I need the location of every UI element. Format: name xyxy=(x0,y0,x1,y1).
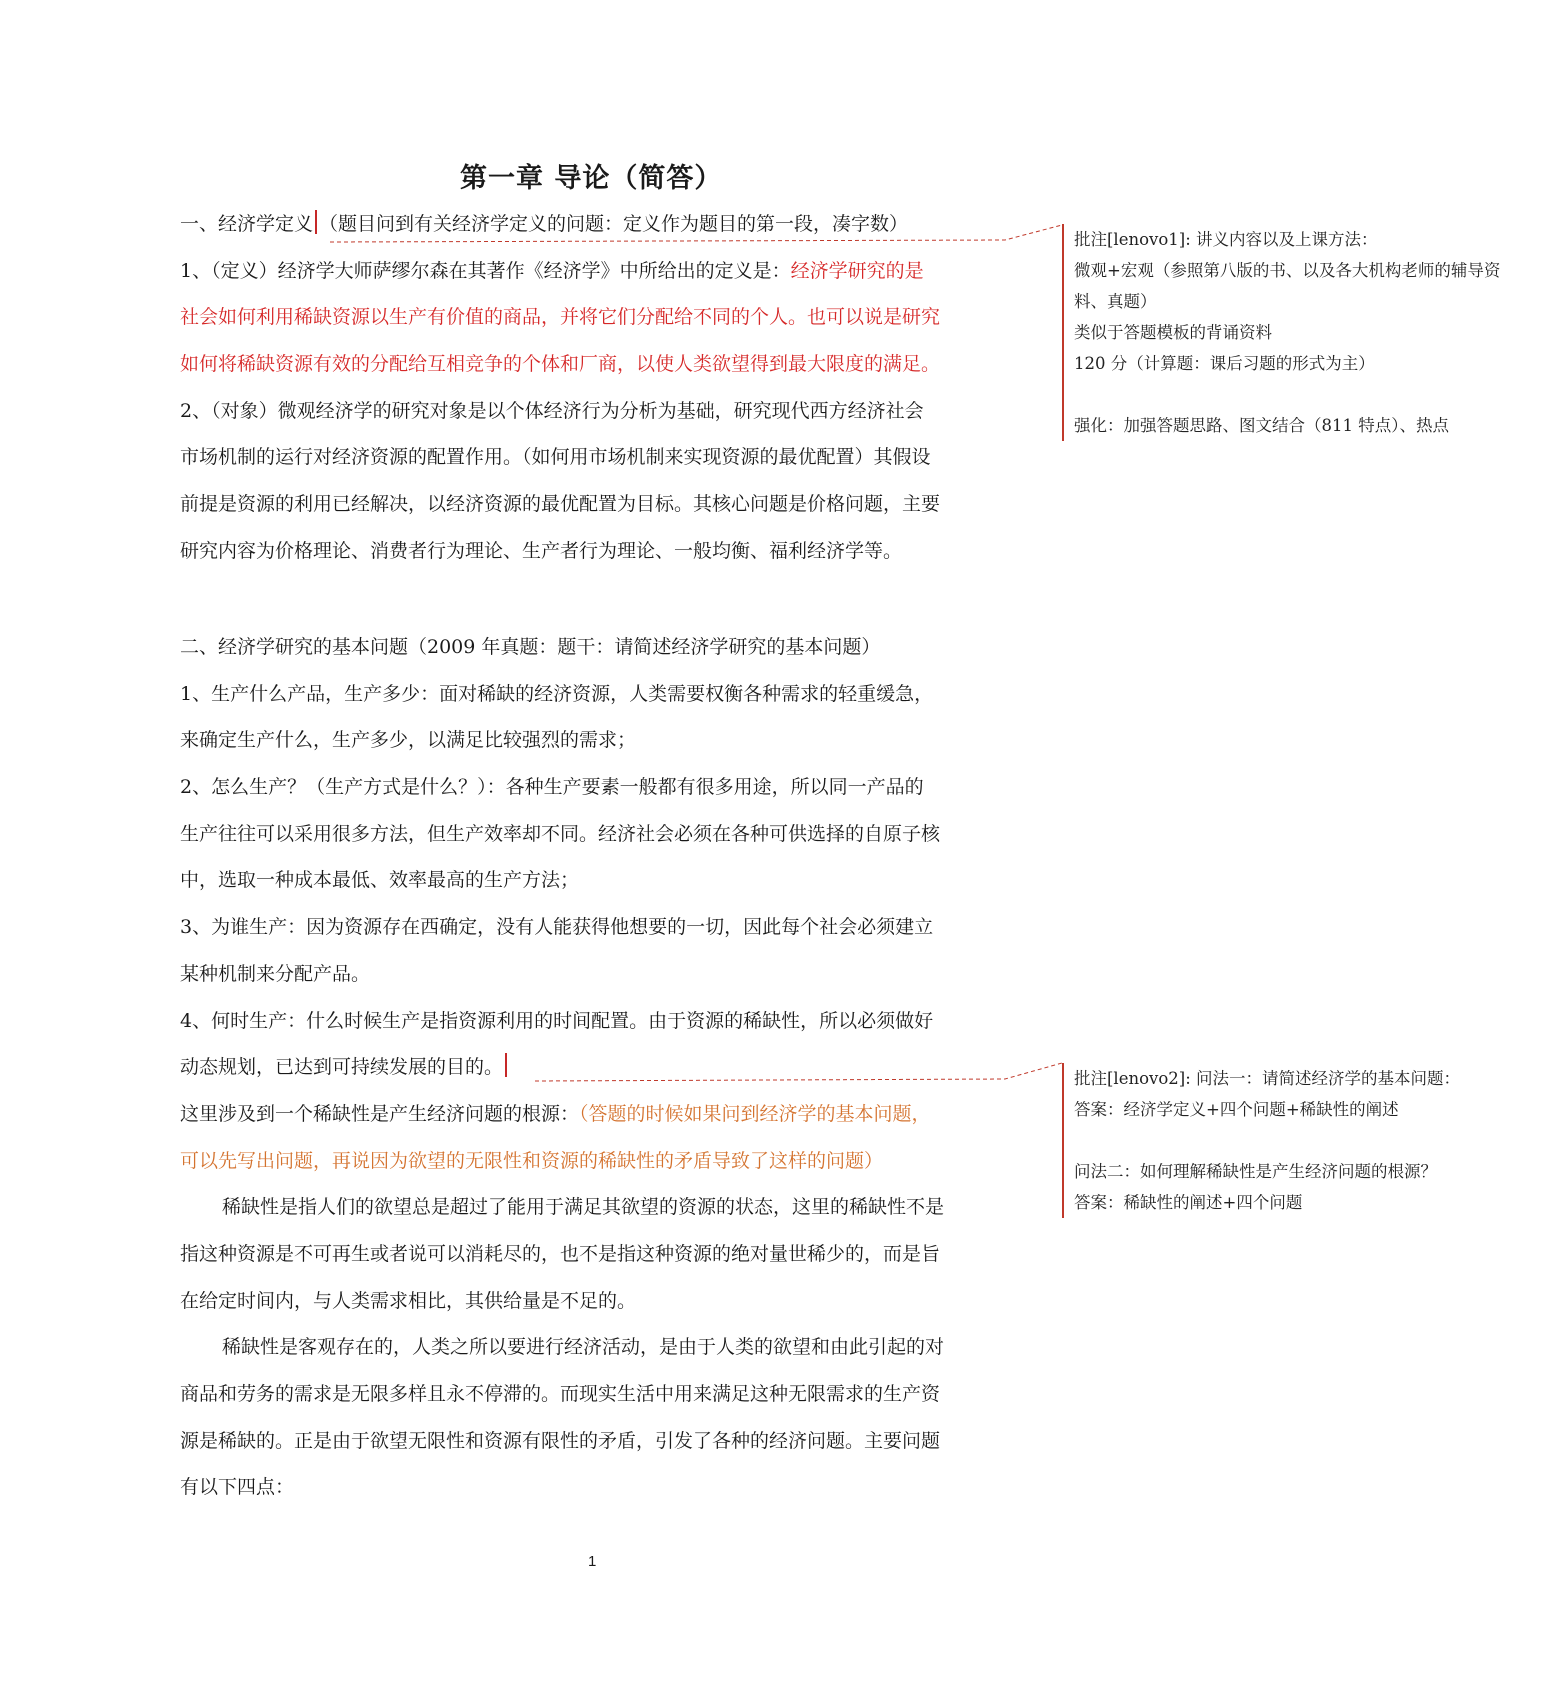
comment-line: 强化：加强答题思路、图文结合（811 特点）、热点 xyxy=(1074,416,1449,435)
question-line: 某种机制来分配产品。 xyxy=(180,962,371,985)
question-line: 2、怎么生产？（生产方式是什么？）：各种生产要素一般都有很多用途，所以同一产品的 xyxy=(180,776,924,799)
comment-line xyxy=(1074,379,1543,410)
question-line: 1、生产什么产品，生产多少：面对稀缺的经济资源，人类需要权衡各种需求的轻重缓急， xyxy=(180,682,934,705)
question-line: 生产往往可以采用很多方法，但生产效率却不同。经济社会必须在各种可供选择的自原子核 xyxy=(180,822,941,845)
question-line-last xyxy=(180,1044,1015,1091)
comment-line: 问法二：如何理解稀缺性是产生经济问题的根源？ xyxy=(1074,1162,1437,1181)
comment-line: 类似于答题模板的背诵资料 xyxy=(1074,323,1272,342)
question-line: 中，选取一种成本最低、效率最高的生产方法； xyxy=(180,869,580,892)
object-line-3: 前提是资源的利用已经解决，以经济资源的最优配置为目标。其核心问题是价格问题，主要 xyxy=(180,493,941,516)
comment-lenovo2[interactable] xyxy=(1062,1063,1543,1218)
scarcity-para-a-line: 指这种资源是不可再生或者说可以消耗尽的，也不是指这种资源的绝对量世稀少的，而是旨 xyxy=(180,1242,941,1265)
scarcity-para-a-line: 稀缺性是指人们的欲望总是超过了能用于满足其欲望的资源的状态，这里的稀缺性不是 xyxy=(222,1196,945,1219)
comment-line: 答案：稀缺性的阐述+四个问题 xyxy=(1074,1193,1303,1212)
scarcity-tip: （答题的时候如果问到经济学的基本问题， xyxy=(579,1102,931,1125)
object-line-4: 研究内容为价格理论、消费者行为理论、生产者行为理论、一般均衡、福利经济学等。 xyxy=(180,539,903,562)
section1-heading-note: （题目问到有关经济学定义的问题：定义作为题目的第一段，凑字数） xyxy=(319,213,909,235)
scarcity-para-b-line: 源是稀缺的。正是由于欲望无限性和资源有限性的矛盾，引发了各种的经济问题。主要问题 xyxy=(180,1429,941,1452)
comment-anchor-2[interactable] xyxy=(505,1053,507,1077)
comment-line xyxy=(1074,1125,1543,1156)
object-line-1: 2、（对象）微观经济学的研究对象是以个体经济行为分析为基础，研究现代西方经济社会 xyxy=(180,399,924,422)
comment-line: 微观+宏观（参照第八版的书、以及各大机构老师的辅导资 xyxy=(1074,261,1501,280)
scarcity-intro-text: 这里涉及到一个稀缺性是产生经济问题的根源： xyxy=(180,1102,580,1125)
comment-line: 批注[lenovo1]: 讲义内容以及上课方法： xyxy=(1074,230,1378,249)
scarcity-intro-line-1 xyxy=(180,1091,1015,1138)
definition-text: 1、（定义）经济学大师萨缪尔森在其著作《经济学》中所给出的定义是： xyxy=(180,259,791,282)
question-line: 来确定生产什么，生产多少，以满足比较强烈的需求； xyxy=(180,729,637,752)
scarcity-para-b-line: 商品和劳务的需求是无限多样且永不停滞的。而现实生活中用来满足这种无限需求的生产资 xyxy=(180,1383,941,1405)
section1-heading xyxy=(180,201,1015,248)
definition-line-1 xyxy=(180,248,1015,295)
question-line: 3、为谁生产：因为资源存在西确定，没有人能获得他想要的一切，因此每个社会必须建立 xyxy=(180,916,934,939)
scarcity-para-b-line: 稀缺性是客观存在的，人类之所以要进行经济活动，是由于人类的欲望和由此引起的对 xyxy=(222,1336,945,1359)
definition-highlight: 经济学研究的是 xyxy=(790,259,924,282)
question-line-last-text: 动态规划，已达到可持续发展的目的。 xyxy=(180,1056,504,1079)
definition-line-2: 社会如何利用稀缺资源以生产有价值的商品，并将它们分配给不同的个人。也可以说是研究 xyxy=(180,306,941,329)
section2-heading: 二、经济学研究的基本问题（2009 年真题：题干：请简述经济学研究的基本问题） xyxy=(180,636,881,658)
comment-line: 批注[lenovo2]: 问法一：请简述经济学的基本问题： xyxy=(1074,1069,1461,1088)
chapter-title: 第一章 导论（简答） xyxy=(460,163,723,194)
comment-line: 120 分（计算题：课后习题的形式为主） xyxy=(1074,354,1375,373)
question-line: 4、何时生产：什么时候生产是指资源利用的时间配置。由于资源的稀缺性，所以必须做好 xyxy=(180,1009,934,1032)
scarcity-para-b-line: 有以下四点： xyxy=(180,1476,295,1499)
comment-line: 答案：经济学定义+四个问题+稀缺性的阐述 xyxy=(1074,1100,1399,1119)
object-line-2: 市场机制的运行对经济资源的配置作用。（如何用市场机制来实现资源的最优配置）其假设 xyxy=(180,446,931,469)
section2-block xyxy=(180,624,1015,1511)
section1-block xyxy=(180,201,1015,575)
page-number: 1 xyxy=(588,1553,597,1570)
definition-line-3: 如何将稀缺资源有效的分配给互相竞争的个体和厂商，以使人类欲望得到最大限度的满足。 xyxy=(180,353,941,376)
comment-line: 料、真题） xyxy=(1074,292,1157,311)
comment-anchor-1[interactable] xyxy=(315,210,317,234)
scarcity-para-a-line: 在给定时间内，与人类需求相比，其供给量是不足的。 xyxy=(180,1289,637,1312)
comment-lenovo1[interactable] xyxy=(1062,224,1543,441)
section1-heading-main: 一、经济学定义 xyxy=(180,213,314,235)
scarcity-intro-line-2: 可以先写出问题，再说因为欲望的无限性和资源的稀缺性的矛盾导致了这样的问题） xyxy=(180,1149,884,1172)
